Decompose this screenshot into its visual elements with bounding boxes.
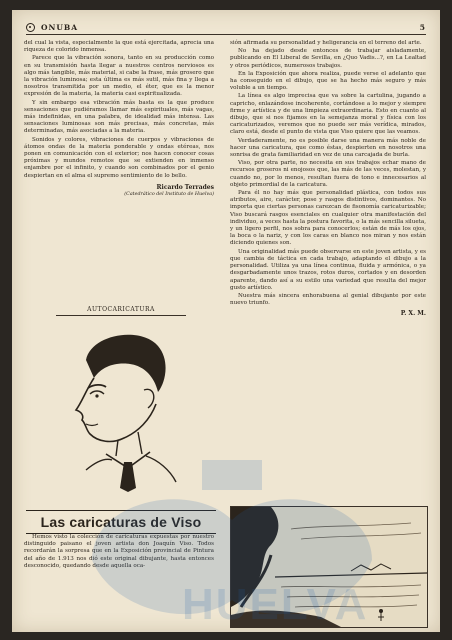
paragraph: Verdaderamente, no es posible darse una manera más noble de hacer una caricatura, que como éstas, despierten en nosotros una sonrisa de grata familiaridad en vez de una carcajada de burla. [230,137,426,159]
paragraph: Sonidos y colores, vibraciones de cuerpos y vibraciones de átomos ondas de la materia ponderable y ondas etéreas, nos ponen en comunicación con el exterior; nos hacen conocer cosas próximas y mundos remotos que se extienden en inmenso enjambre por el infinito, y cuando son combinados por el genio despiertan en el alma el supremo sentimiento de lo bello. [24,136,214,179]
autocaricatura-figure [26,306,216,502]
right-column [230,40,426,318]
paragraph: del cual la vista, especialmente la que está ejercitada, aprecia una riqueza de colorido inmensa. [24,40,214,54]
paragraph: Nuestra más sincera enhorabuena al genial dibujante por este nuevo triunfo. [230,292,426,307]
header-left [26,23,78,32]
paragraph: Y sin embargo esa vibración más basta es la que produce sensaciones que pudiéramos llamar más espirituales, más vagas, más indefinidas, en una palabra, de idealidad más intensa. Las sensaciones luminosas son más precisas, más concretas, más determinadas, más asociadas a la materia. [24,99,214,135]
article-title: Las caricaturas de Viso [26,510,216,534]
article-opening-column [24,534,214,570]
page-number: 5 [419,22,426,32]
author-name: Ricardo Terrades [156,183,214,191]
emblem-icon [26,23,35,32]
paragraph: Hemos visto la colección de caricaturas expuestas por nuestro distinguido paisano el joven artista don Joaquín Viso. Todos recordarán la sorpresa que en la Exposición provincial de Pintura del año de 1.913 nos dió este original dibujante, hasta entonces desconocido, quedando desde aquella oca- [24,534,214,569]
landscape-illustration [230,506,428,628]
newspaper-page [12,10,440,632]
article-initials: P. X. M. [400,310,426,318]
author-title: (Catedrático del Instituto de Huelva) [124,192,214,198]
landscape-drawing [231,507,427,627]
paragraph: No ha dejado desde entonces de trabajar aisladamente, publicando en El Liberal de Sevilla, en ¿Quo Vadis...?, en La Lealtad y otros periódicos, numerosos trabajos. [230,48,426,69]
paragraph: Parece que la vibración sonora, tanto en su producción como en su transmisión hasta llegar a nuestros centros nerviosos es algo más tangible, más material, si cabe la frase, más grosero que la vibración luminosa; esta última es más sutil, más fina y llega a nosotros transmitida por un medio, el éter, que es la menor expresión de la materia, la materia casi espiritualizada. [24,55,214,98]
left-column [24,40,214,198]
journal-name: ONUBA [41,22,79,32]
page-header [26,20,426,35]
paragraph: sión afirmada su personalidad y heligerancia en el terreno del arte. [230,40,422,46]
figure-caption: AUTOCARICATURA [56,306,186,316]
caricature-portrait-drawing [46,320,196,492]
paragraph: Viso, por otra parte, no necesita en sus trabajos echar mano de recursos groseros ni enojosos que, las más de las veces, molestan, y cuando no, por lo menos, resultan fuera de tono e innecesarios al objeto primordial de la caricatura. [230,160,426,188]
paragraph: Una originalidad más puede observarse en este joven artista, y es que cambia de táctica en cada trabajo, adaptando el dibujo a la personalidad. Utiliza ya una línea continua, fluida y armónica, o ya desgarbadamente unos trazos, rotos duros, cortados y en desorden aparente, dando así a su estilo una variedad que resulta del mejor gusto artístico. [230,248,426,291]
paragraph: Para él no hay más que personalidad plástica, con todos sus atributos, aire, carácter, pose y rasgos distintivos, dominantes. No importa que ciertas personas carezcan de fisonomía caricaturizable; Viso buscará rasgos esenciales en cualquier otra manifestación del individuo, a veces hasta la postura favorita, o la más sencilla silueta, y un ligero perfil, nos sobra para conocerlos; están de más los ojos, la boca o la nariz, y con los caras en blanco nos miran y nos están diciendo quienes son. [230,190,426,247]
paragraph: La línea es algo imprecisa que va sobre la cartulina, jugando a capricho, enlazándose incoherente, cortándose a lo mejor y siempre firme y artística y de una limpieza extraordinaria. Esto en cuanto al dibujo, que si nos fijamos en la semejanza moral y física con los caricaturizados, veremos que no puede ser más verídica, mirados, claro está, desde el punto de vista que Viso quiere que las veamos. [230,93,426,136]
paragraph: En la Exposición que ahora realiza, puede verse el adelanto que ha conseguido en el dibujo, que se ha hecho más seguro y más voluble a un tiempo. [230,70,426,92]
